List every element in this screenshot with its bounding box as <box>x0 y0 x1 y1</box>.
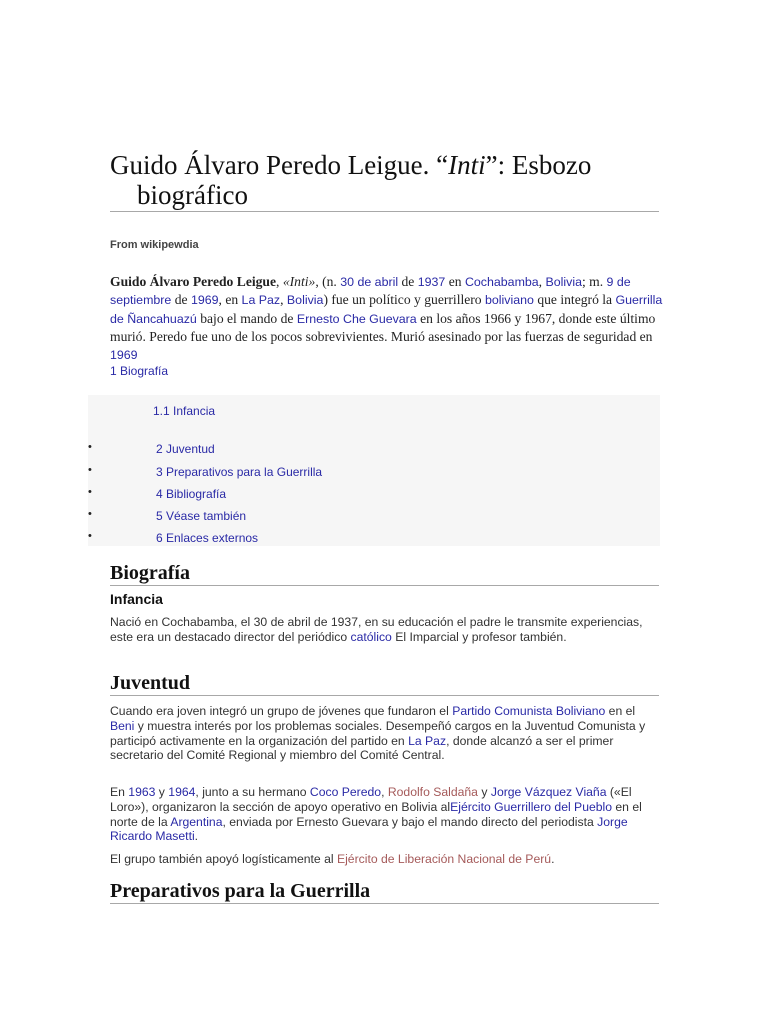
heading-biografia: Biografía <box>110 562 190 584</box>
link-beni[interactable]: Beni <box>110 718 135 733</box>
toc-item-infancia[interactable]: 1.1 Infancia <box>153 404 216 418</box>
source-label: From wikipewdia <box>110 239 199 251</box>
link-nationality[interactable]: boliviano <box>485 293 534 308</box>
toc-item-bibliografia[interactable]: 4 Bibliografía <box>156 487 227 501</box>
link-la-paz[interactable]: La Paz <box>408 733 447 748</box>
link-died-country[interactable]: Bolivia <box>286 293 324 308</box>
toc-item-enlaces-externos[interactable]: 6 Enlaces externos <box>156 531 259 545</box>
article-title: Guido Álvaro Peredo Leigue. “Inti”: Esbozo biográfico <box>110 150 592 210</box>
toc-item-preparativos[interactable]: 3 Preparativos para la Guerrilla <box>156 465 323 479</box>
section-divider <box>110 695 659 696</box>
link-born-day[interactable]: 30 de abril <box>340 275 399 289</box>
link-partido-comunista[interactable]: Partido Comunista Boliviano <box>452 704 606 718</box>
link-coco-peredo[interactable]: Coco Peredo <box>309 785 382 799</box>
toc-bullet: • <box>88 486 92 498</box>
toc-bullet: • <box>88 464 92 476</box>
title-divider <box>110 211 659 212</box>
link-che-guevara[interactable]: Ernesto Che Guevara <box>296 311 417 326</box>
section-divider <box>110 903 659 904</box>
subject-name: Guido Álvaro Peredo Leigue <box>110 274 277 289</box>
infancia-paragraph: Nació en Cochabamba, el 30 de abril de 1937, en su educación el padre le transmite experiencias, este era un destacado director del periódico católico El Imparcial y profesor también. <box>110 615 643 644</box>
link-died-year[interactable]: 1969 <box>190 293 219 308</box>
intro-paragraph: Guido Álvaro Peredo Leigue, «Inti», (n. 30 de abril de 1937 en Cochabamba, Bolivia; m. 9 de septiembre de 1969, en La Paz, Bolivia) fue un político y guerrillero boliviano que integró la Guerrilla de Ñancahuazú bajo el mando de Ernesto Che Guevara en los años 1966 y 1967, donde este último murió. Peredo fue uno de los pocos sobrevivientes. Murió asesinado por las fuerzas de seguridad en 1969 <box>110 274 663 362</box>
link-argentina[interactable]: Argentina <box>170 814 223 829</box>
heading-preparativos: Preparativos para la Guerrilla <box>110 880 371 902</box>
link-born-country[interactable]: Bolivia <box>545 275 582 289</box>
link-born-year[interactable]: 1937 <box>417 275 446 289</box>
redlink-eln-peru[interactable]: Ejército de Liberación Nacional de Perú <box>336 852 552 866</box>
juventud-paragraph-3: El grupo también apoyó logísticamente al Ejército de Liberación Nacional de Perú. <box>110 852 555 866</box>
toc-bullet: • <box>88 530 92 542</box>
toc-item-vease-tambien[interactable]: 5 Véase también <box>156 509 247 523</box>
section-divider <box>110 585 659 586</box>
heading-juventud: Juventud <box>110 672 191 694</box>
link-1964[interactable]: 1964 <box>168 785 196 799</box>
toc-item-juventud[interactable]: 2 Juventud <box>156 442 215 456</box>
link-end-year[interactable]: 1969 <box>110 347 138 362</box>
link-jorge-vazquez-viana[interactable]: Jorge Vázquez Viaña <box>490 785 607 799</box>
juventud-paragraph-2: En 1963 y 1964, junto a su hermano Coco Peredo, Rodolfo Saldaña y Jorge Vázquez Viaña («El Loro»), organizaron la sección de apoyo operativo en Bolivia alEjército Guerrillero del Pueblo en el norte de la Argentina, enviada por Ernesto Guevara y bajo el mando directo del periodista Jorge Ricardo Masetti. <box>110 785 642 844</box>
redlink-rodolfo-saldana[interactable]: Rodolfo Saldaña <box>387 785 478 799</box>
toc-bullet: • <box>88 508 92 520</box>
toc-bullet: • <box>88 441 92 453</box>
link-died-day[interactable]: 9 de septiembre <box>110 275 631 308</box>
link-died-city[interactable]: La Paz <box>241 293 281 308</box>
link-ejercito-guerrillero[interactable]: Ejército Guerrillero del Pueblo <box>450 799 613 814</box>
link-1963[interactable]: 1963 <box>128 785 156 799</box>
juventud-paragraph-1: Cuando era joven integró un grupo de jóvenes que fundaron el Partido Comunista Boliviano en el Beni y muestra interés por los problemas sociales. Desempeñó cargos en la Juventud Comunista y participó activamente en la organización del partido en La Paz, donde alcanzó a ser el primer secretario del Comité Regional y miembro del Comité Central. <box>110 704 646 763</box>
link-guerrilla[interactable]: Guerrilla de Ñancahuazú <box>110 293 663 326</box>
link-catolico[interactable]: católico <box>350 629 392 644</box>
link-born-city[interactable]: Cochabamba <box>464 275 539 289</box>
link-jorge-ricardo-masetti[interactable]: Jorge Ricardo Masetti <box>110 814 628 844</box>
heading-infancia: Infancia <box>110 591 163 607</box>
toc-item-biografia[interactable]: 1 Biografía <box>110 364 169 378</box>
